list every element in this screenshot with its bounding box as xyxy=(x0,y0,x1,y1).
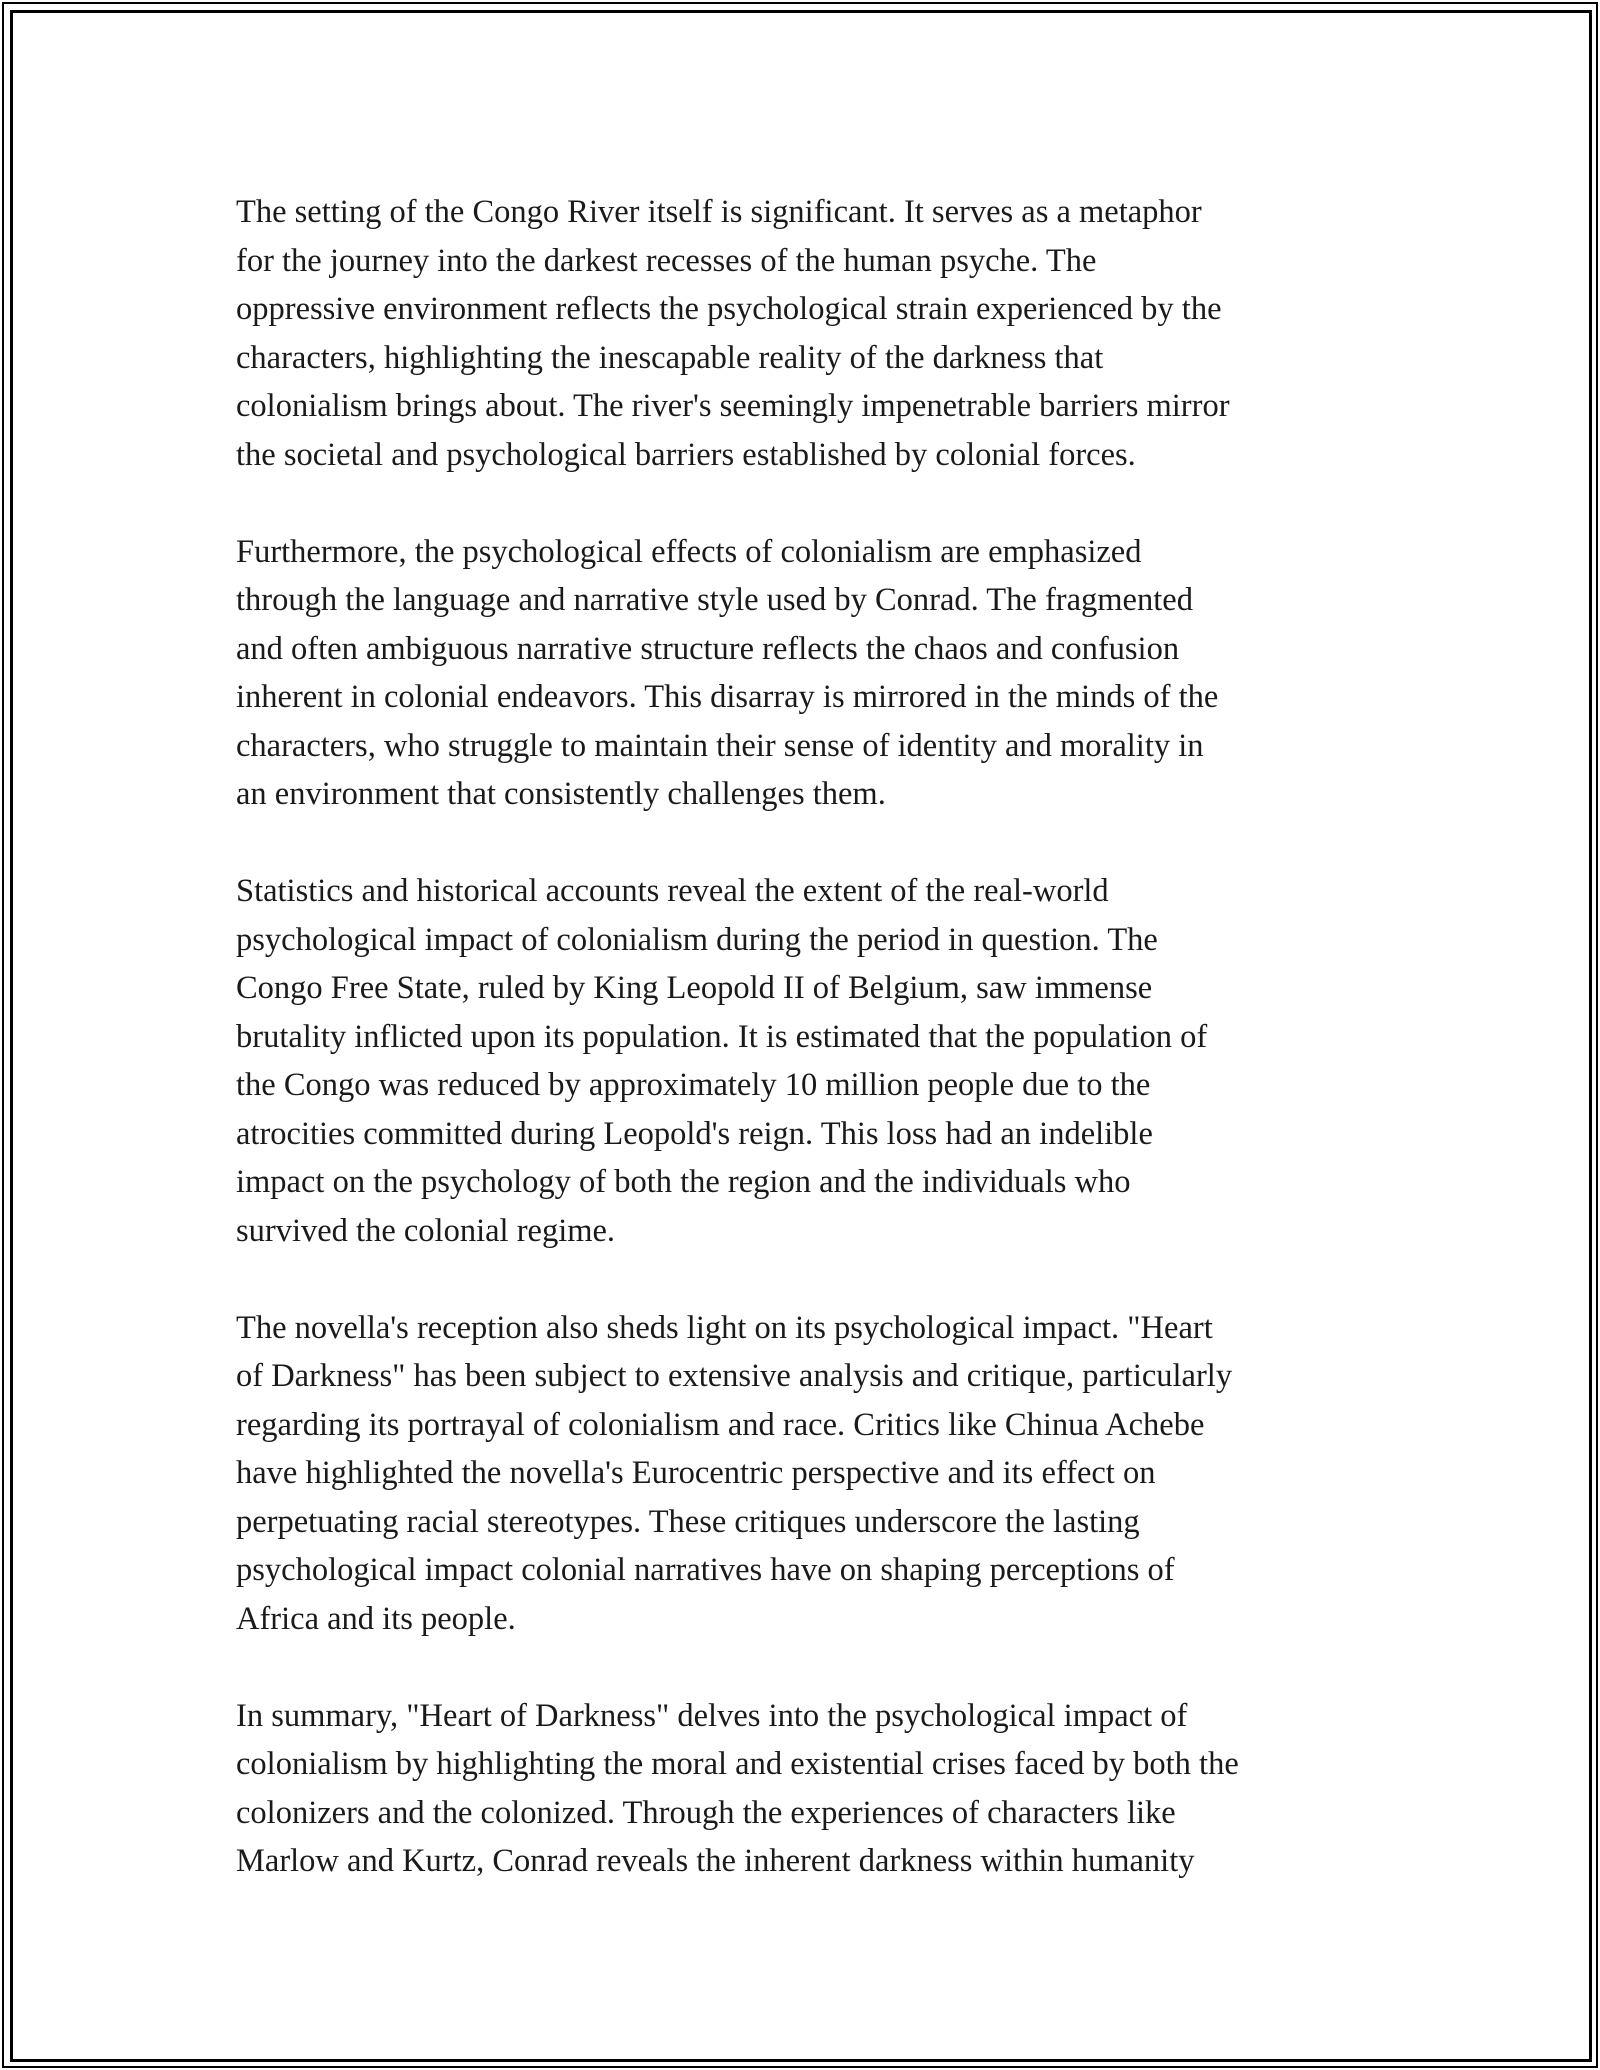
text-line: an environment that consistently challenges them. xyxy=(236,776,886,812)
text-line: Furthermore, the psychological effects of colonialism are emphasized xyxy=(236,533,1142,570)
text-line: of Darkness" has been subject to extensive analysis and critique, particularly xyxy=(236,1358,1233,1394)
text-line: Marlow and Kurtz, Conrad reveals the inherent darkness within humanity xyxy=(236,1843,1195,1879)
text-line: perpetuating racial stereotypes. These critiques underscore the lasting xyxy=(236,1503,1140,1540)
text-line: for the journey into the darkest recesses of the human psyche. The xyxy=(236,242,1097,279)
document-body xyxy=(236,188,1376,1934)
text-line: the societal and psychological barriers established by colonial forces. xyxy=(236,436,1136,473)
text-line: and often ambiguous narrative structure reflects the chaos and confusion xyxy=(236,630,1180,667)
text-line: Africa and its people. xyxy=(236,1600,516,1637)
text-line: through the language and narrative style used by Conrad. The fragmented xyxy=(236,582,1193,618)
text-line: colonizers and the colonized. Through the experiences of characters like xyxy=(236,1794,1176,1831)
text-line: the Congo was reduced by approximately 10 million people due to the xyxy=(236,1067,1151,1103)
text-line: regarding its portrayal of colonialism and race. Critics like Chinua Achebe xyxy=(236,1406,1205,1443)
paragraph-historical-statistics xyxy=(236,867,1376,1255)
paragraph-narrative-style xyxy=(236,528,1376,819)
text-line: characters, highlighting the inescapable reality of the darkness that xyxy=(236,339,1104,376)
paragraph-novella-reception xyxy=(236,1304,1376,1644)
text-line: inherent in colonial endeavors. This disarray is mirrored in the minds of the xyxy=(236,679,1219,715)
text-line: Congo Free State, ruled by King Leopold II of Belgium, saw immense xyxy=(236,970,1153,1006)
text-line: brutality inflicted upon its population. It is estimated that the population of xyxy=(236,1018,1208,1055)
text-line: survived the colonial regime. xyxy=(236,1212,616,1249)
text-line: colonialism by highlighting the moral and existential crises faced by both the xyxy=(236,1746,1239,1782)
text-line: Statistics and historical accounts reveal the extent of the real-world xyxy=(236,873,1109,909)
text-line: In summary, "Heart of Darkness" delves into the psychological impact of xyxy=(236,1697,1188,1734)
text-line: oppressive environment reflects the psychological strain experienced by the xyxy=(236,291,1222,327)
text-line: impact on the psychology of both the region and the individuals who xyxy=(236,1164,1131,1200)
text-line: The novella's reception also sheds light on its psychological impact. "Heart xyxy=(236,1309,1213,1346)
text-line: psychological impact of colonialism during the period in question. The xyxy=(236,921,1158,958)
text-line: psychological impact colonial narratives have on shaping perceptions of xyxy=(236,1552,1175,1588)
text-line: have highlighted the novella's Eurocentric perspective and its effect on xyxy=(236,1455,1156,1491)
text-line: The setting of the Congo River itself is significant. It serves as a metaphor xyxy=(236,194,1202,230)
paragraph-summary xyxy=(236,1692,1376,1886)
paragraph-congo-river-setting xyxy=(236,188,1376,479)
text-line: colonialism brings about. The river's seemingly impenetrable barriers mirror xyxy=(236,388,1230,424)
text-line: characters, who struggle to maintain their sense of identity and morality in xyxy=(236,727,1204,764)
text-line: atrocities committed during Leopold's reign. This loss had an indelible xyxy=(236,1115,1153,1152)
